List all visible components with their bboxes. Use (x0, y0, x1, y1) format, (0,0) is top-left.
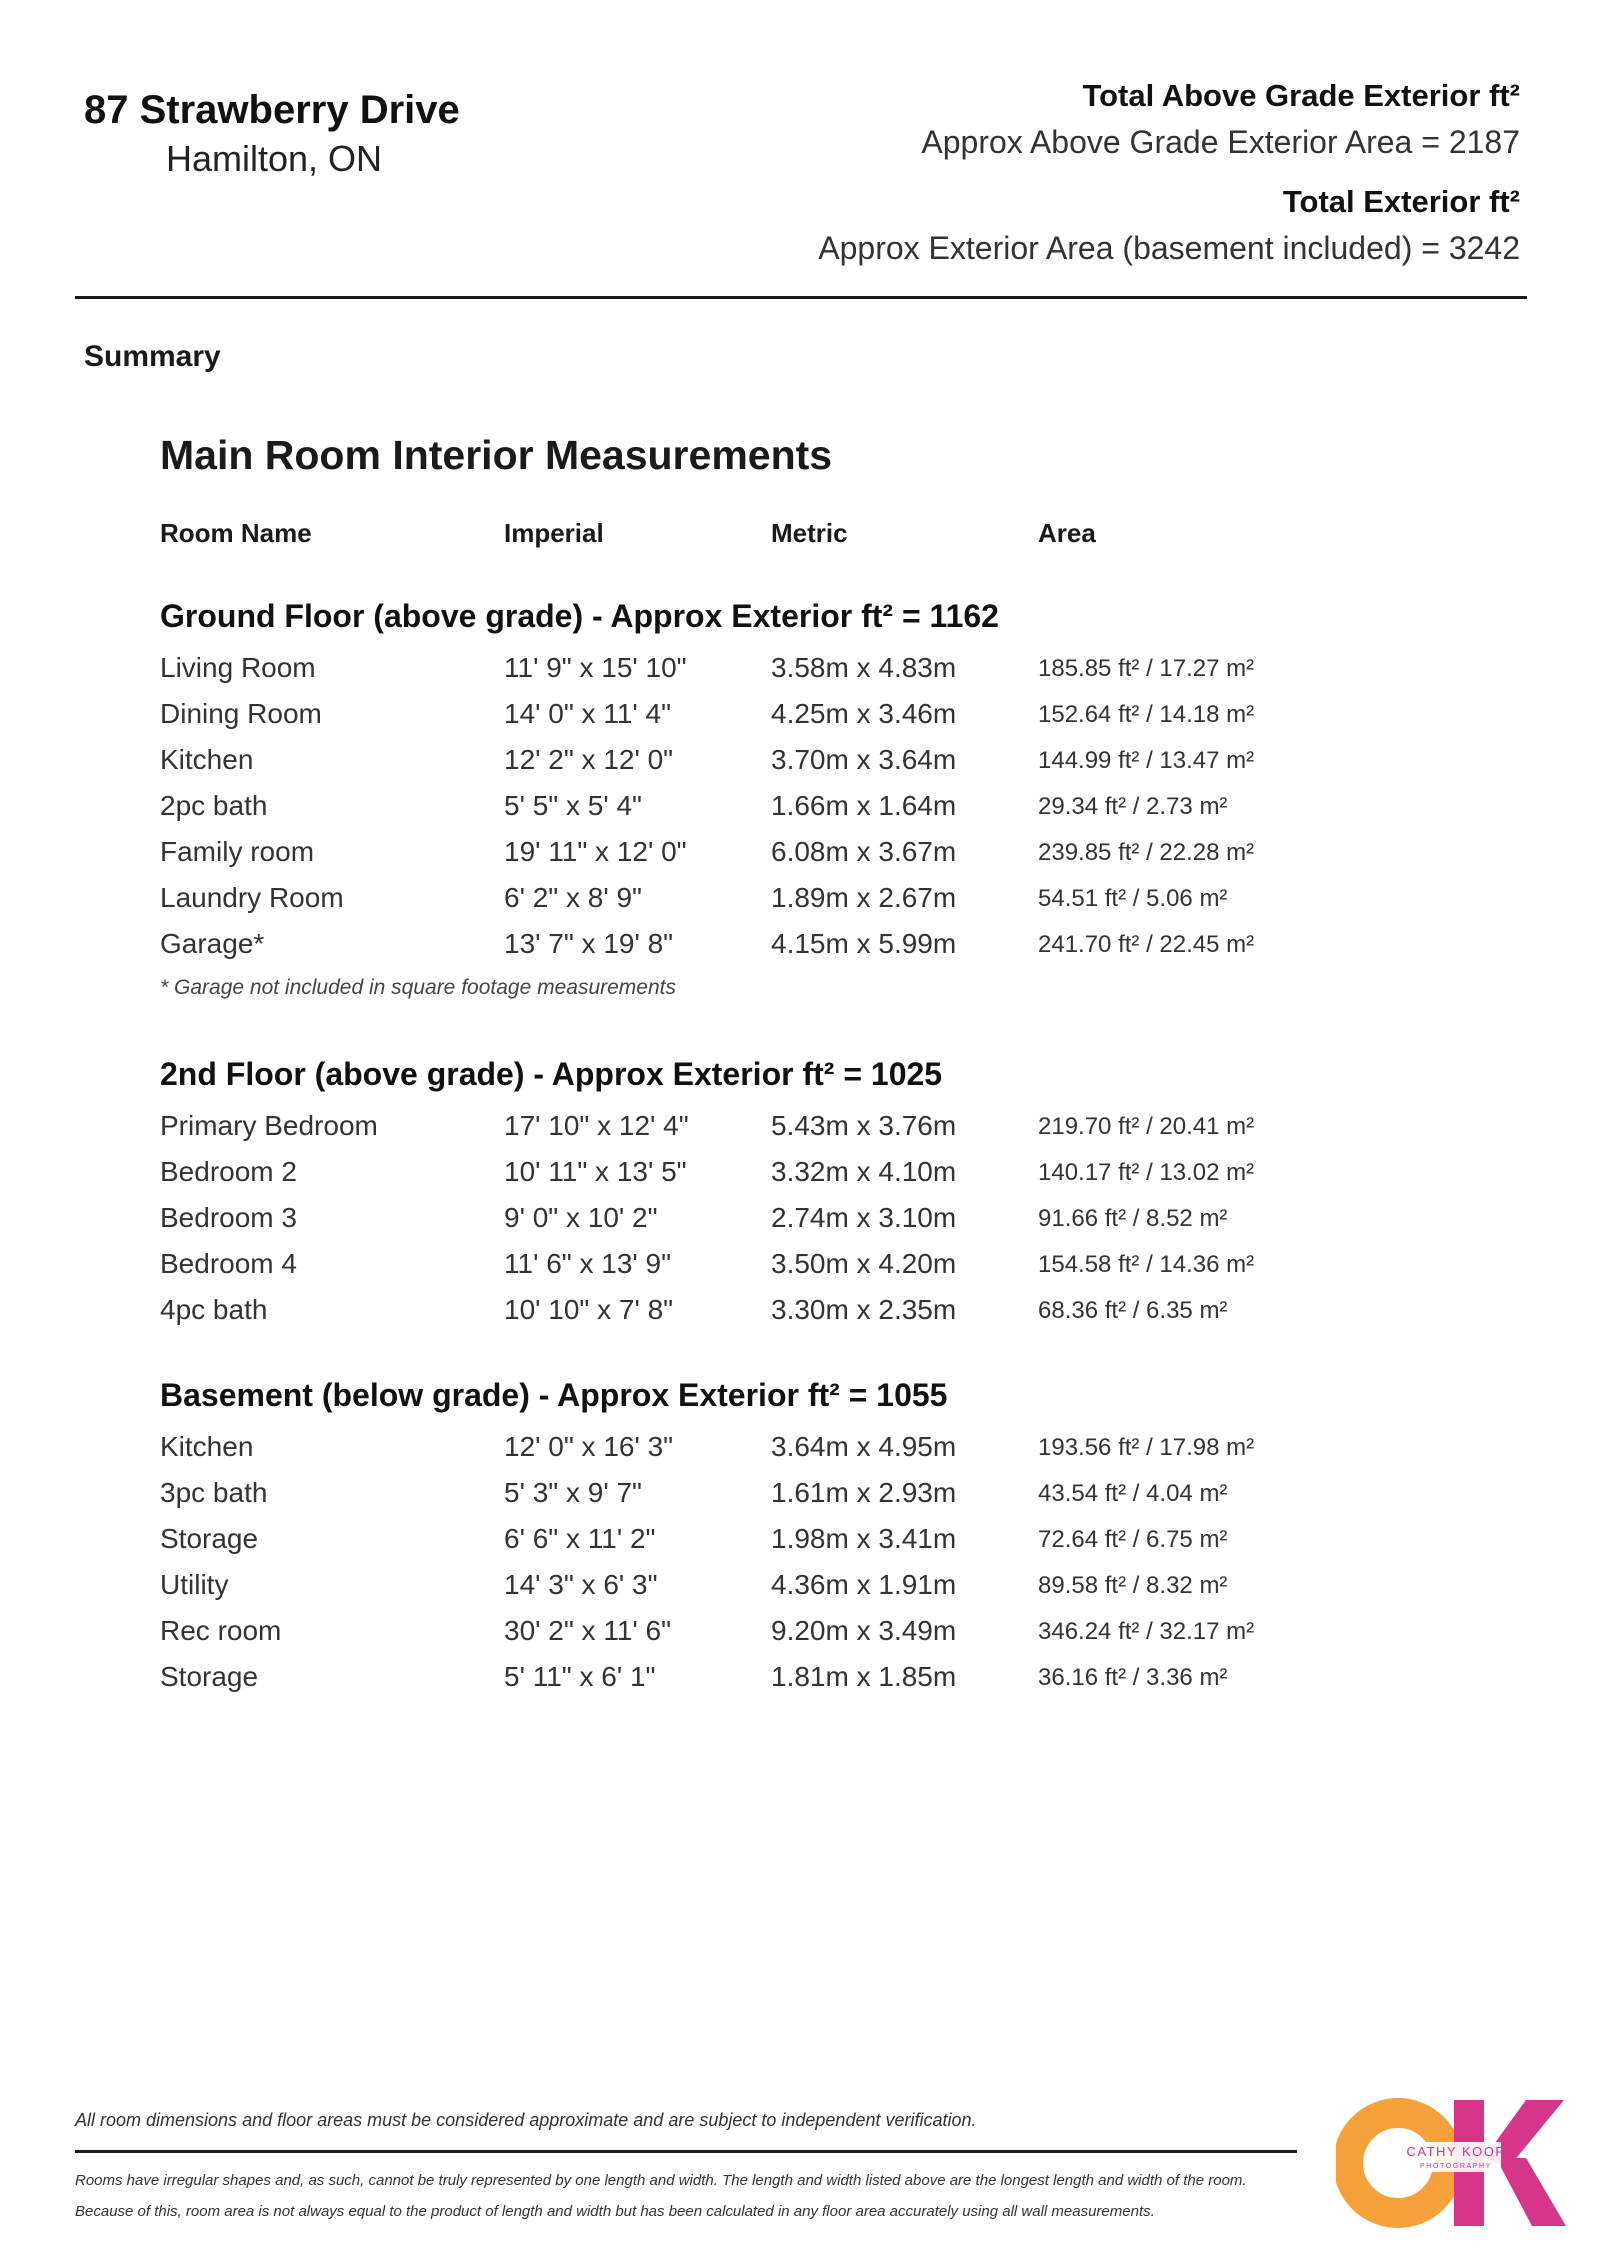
room-imperial: 5' 5" x 5' 4" (504, 790, 642, 821)
room-name: Dining Room (160, 698, 322, 729)
total-exterior-value: Approx Exterior Area (basement included) = 3242 (818, 230, 1520, 266)
room-metric: 3.32m x 4.10m (771, 1156, 957, 1187)
room-row (160, 882, 1360, 928)
above-grade-value: Approx Above Grade Exterior Area = 2187 (921, 124, 1520, 160)
room-name: Utility (160, 1569, 229, 1600)
room-imperial: 14' 3" x 6' 3" (504, 1569, 658, 1600)
room-row (160, 1156, 1360, 1202)
room-imperial: 14' 0" x 11' 4" (504, 698, 672, 729)
total-exterior-heading: Total Exterior ft² (1282, 184, 1520, 219)
room-metric: 3.64m x 4.95m (771, 1431, 957, 1462)
room-imperial: 11' 6" x 13' 9" (504, 1248, 672, 1279)
above-grade-heading: Total Above Grade Exterior ft² (1082, 78, 1520, 113)
room-area: 154.58 ft² / 14.36 m² (1038, 1251, 1255, 1278)
header-divider (75, 296, 1527, 299)
room-area: 346.24 ft² / 32.17 m² (1038, 1618, 1255, 1645)
room-area: 29.34 ft² / 2.73 m² (1038, 793, 1228, 820)
room-imperial: 30' 2" x 11' 6" (504, 1615, 672, 1646)
room-metric: 4.25m x 3.46m (771, 698, 957, 729)
room-row (160, 928, 1360, 974)
page-title: Main Room Interior Measurements (160, 432, 833, 478)
room-area: 241.70 ft² / 22.45 m² (1038, 931, 1255, 958)
room-area: 72.64 ft² / 6.75 m² (1038, 1526, 1228, 1553)
room-row (160, 698, 1360, 744)
room-imperial: 10' 11" x 13' 5" (504, 1156, 687, 1187)
room-imperial: 17' 10" x 12' 4" (504, 1110, 689, 1141)
garage-footnote: * Garage not included in square footage measurements (160, 976, 676, 999)
cathy-koop-logo (1336, 2098, 1566, 2228)
room-area: 91.66 ft² / 8.52 m² (1038, 1205, 1228, 1232)
room-name: Family room (160, 836, 315, 867)
room-name: 2pc bath (160, 790, 268, 821)
room-name: Living Room (160, 652, 316, 683)
room-area: 219.70 ft² / 20.41 m² (1038, 1113, 1255, 1140)
room-name: Storage (160, 1523, 259, 1554)
section-ground-floor (160, 594, 1360, 1000)
section-title: Ground Floor (above grade) - Approx Exterior ft² = 1162 (160, 598, 999, 634)
room-imperial: 12' 2" x 12' 0" (504, 744, 674, 775)
room-metric: 4.36m x 1.91m (771, 1569, 957, 1600)
room-area: 152.64 ft² / 14.18 m² (1038, 701, 1255, 728)
footer-note-line-1: Rooms have irregular shapes and, as such, cannot be truly represented by one length and width. The length and width listed above are the longest length and width of the room. (75, 2172, 1247, 2189)
room-row (160, 1202, 1360, 1248)
section-title: 2nd Floor (above grade) - Approx Exterior ft² = 1025 (160, 1056, 943, 1092)
property-address: 87 Strawberry Drive (84, 88, 460, 132)
room-row (160, 1569, 1360, 1615)
room-row (160, 1523, 1360, 1569)
room-name: 3pc bath (160, 1477, 268, 1508)
room-imperial: 13' 7" x 19' 8" (504, 928, 674, 959)
room-metric: 4.15m x 5.99m (771, 928, 957, 959)
room-area: 89.58 ft² / 8.32 m² (1038, 1572, 1228, 1599)
room-area: 193.56 ft² / 17.98 m² (1038, 1434, 1255, 1461)
room-imperial: 6' 2" x 8' 9" (504, 882, 642, 913)
room-metric: 1.81m x 1.85m (771, 1661, 957, 1692)
footer-note-line-2: Because of this, room area is not always equal to the product of length and width but has been calculated in any floor area accurately using all wall measurements. (75, 2203, 1155, 2220)
room-row (160, 1431, 1360, 1477)
column-header-metric: Metric (771, 518, 848, 548)
section-basement (160, 1373, 1360, 1707)
room-imperial: 5' 11" x 6' 1" (504, 1661, 656, 1692)
room-row (160, 652, 1360, 698)
room-row (160, 1248, 1360, 1294)
section-second-floor (160, 1052, 1360, 1340)
room-metric: 1.98m x 3.41m (771, 1523, 957, 1554)
property-city: Hamilton, ON (166, 138, 383, 179)
room-imperial: 19' 11" x 12' 0" (504, 836, 687, 867)
logo-text-photography: PHOTOGRAPHY (1420, 2163, 1492, 2170)
room-name: Primary Bedroom (160, 1110, 378, 1141)
room-name: Kitchen (160, 1431, 254, 1462)
room-name: Storage (160, 1661, 259, 1692)
room-name: Bedroom 2 (160, 1156, 297, 1187)
section-title: Basement (below grade) - Approx Exterior ft² = 1055 (160, 1377, 948, 1413)
room-area: 54.51 ft² / 5.06 m² (1038, 885, 1228, 912)
room-imperial: 10' 10" x 7' 8" (504, 1294, 674, 1325)
room-area: 144.99 ft² / 13.47 m² (1038, 747, 1255, 774)
room-imperial: 12' 0" x 16' 3" (504, 1431, 674, 1462)
room-name: 4pc bath (160, 1294, 268, 1325)
room-name: Rec room (160, 1615, 282, 1646)
room-metric: 3.58m x 4.83m (771, 652, 957, 683)
room-row (160, 1661, 1360, 1707)
room-row (160, 1294, 1360, 1340)
room-metric: 6.08m x 3.67m (771, 836, 957, 867)
room-metric: 3.30m x 2.35m (771, 1294, 957, 1325)
room-row (160, 1477, 1360, 1523)
column-header-imperial: Imperial (504, 518, 604, 548)
room-metric: 1.61m x 2.93m (771, 1477, 957, 1508)
logo-text-name: CATHY KOOP (1406, 2144, 1506, 2159)
room-name: Bedroom 4 (160, 1248, 297, 1279)
room-metric: 3.70m x 3.64m (771, 744, 957, 775)
room-name: Garage* (160, 928, 265, 959)
room-metric: 9.20m x 3.49m (771, 1615, 957, 1646)
room-row (160, 1615, 1360, 1661)
room-imperial: 5' 3" x 9' 7" (504, 1477, 642, 1508)
room-name: Kitchen (160, 744, 254, 775)
disclaimer-text: All room dimensions and floor areas must be considered approximate and are subject to independent verification. (75, 2110, 977, 2130)
room-imperial: 9' 0" x 10' 2" (504, 1202, 658, 1233)
room-metric: 2.74m x 3.10m (771, 1202, 957, 1233)
column-header-area: Area (1038, 518, 1096, 548)
footer-divider (75, 2150, 1297, 2153)
room-name: Laundry Room (160, 882, 344, 913)
room-row (160, 790, 1360, 836)
room-metric: 1.89m x 2.67m (771, 882, 957, 913)
room-row (160, 836, 1360, 882)
room-metric: 1.66m x 1.64m (771, 790, 957, 821)
room-area: 239.85 ft² / 22.28 m² (1038, 839, 1255, 866)
room-imperial: 6' 6" x 11' 2" (504, 1523, 656, 1554)
room-metric: 3.50m x 4.20m (771, 1248, 957, 1279)
room-area: 43.54 ft² / 4.04 m² (1038, 1480, 1228, 1507)
column-header-room-name: Room Name (160, 518, 312, 548)
summary-label: Summary (84, 340, 221, 373)
room-area: 36.16 ft² / 3.36 m² (1038, 1664, 1228, 1691)
room-row (160, 744, 1360, 790)
room-row (160, 1110, 1360, 1156)
room-imperial: 11' 9" x 15' 10" (504, 652, 687, 683)
room-area: 68.36 ft² / 6.35 m² (1038, 1297, 1228, 1324)
room-area: 185.85 ft² / 17.27 m² (1038, 655, 1255, 682)
room-name: Bedroom 3 (160, 1202, 297, 1233)
room-area: 140.17 ft² / 13.02 m² (1038, 1159, 1255, 1186)
room-metric: 5.43m x 3.76m (771, 1110, 957, 1141)
